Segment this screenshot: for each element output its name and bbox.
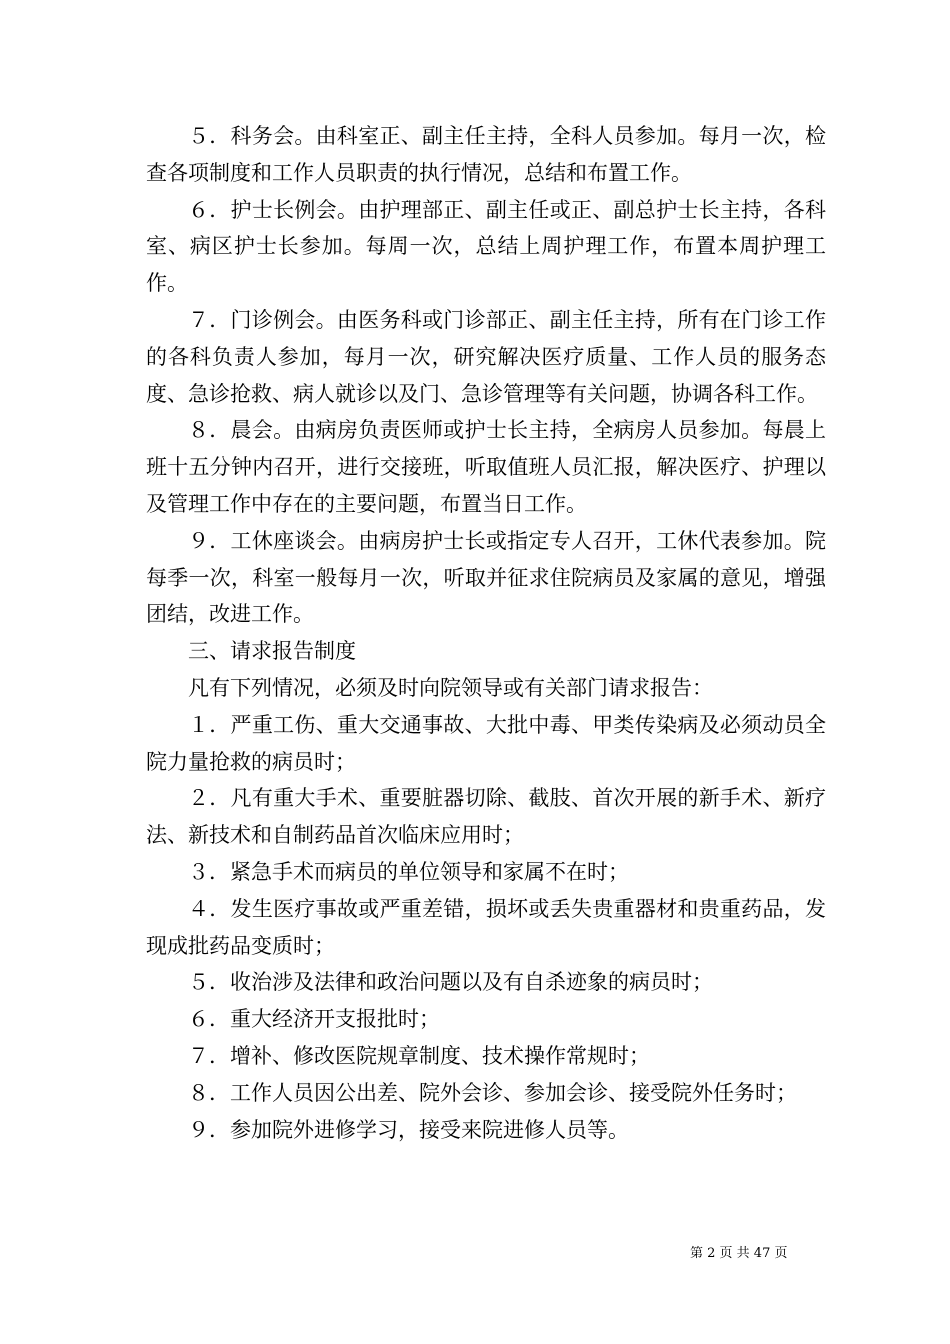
paragraph-meeting-7: ７．门诊例会。由医务科或门诊部正、副主任主持，所有在门诊工作的各科负责人参加，每月一次，研究解决医疗质量、工作人员的服务态度、急诊抢救、病人就诊以及门、急诊管理等有关问题，协调各科工作。	[146, 307, 826, 406]
list-item-report-2: ２．凡有重大手术、重要脏器切除、截肢、首次开展的新手术、新疗法、新技术和自制药品首次临床应用时；	[146, 786, 826, 848]
list-item-report-8: ８．工作人员因公出差、院外会诊、参加会诊、接受院外任务时；	[188, 1080, 797, 1105]
list-item-report-7: ７．增补、修改医院规章制度、技术操作常规时；	[188, 1043, 650, 1068]
paragraph-meeting-5: ５．科务会。由科室正、副主任主持，全科人员参加。每月一次，检查各项制度和工作人员职责的执行情况，总结和布置工作。	[146, 124, 826, 185]
list-item-report-1: １．严重工伤、重大交通事故、大批中毒、甲类传染病及必须动员全院力量抢救的病员时；	[146, 712, 826, 774]
list-item-report-9: ９．参加院外进修学习，接受来院进修人员等。	[188, 1117, 629, 1142]
list-item-report-3: ３．紧急手术而病员的单位领导和家属不在时；	[188, 859, 629, 884]
paragraph-meeting-6: ６．护士长例会。由护理部正、副主任或正、副总护士长主持，各科室、病区护士长参加。每周一次，总结上周护理工作，布置本周护理工作。	[146, 197, 826, 296]
paragraph-meeting-9: ９．工休座谈会。由病房护士长或指定专人召开，工休代表参加。院每季一次，科室一般每月一次，听取并征求住院病员及家属的意见，增强团结，改进工作。	[146, 528, 826, 627]
paragraph-meeting-8: ８．晨会。由病房负责医师或护士长主持，全病房人员参加。每晨上班十五分钟内召开，进行交接班，听取值班人员汇报，解决医疗、护理以及管理工作中存在的主要问题，布置当日工作。	[146, 418, 826, 516]
section-heading-report-system: 三、请求报告制度	[188, 639, 356, 664]
paragraph-report-intro: 凡有下列情况，必须及时向院领导或有关部门请求报告：	[188, 675, 713, 700]
list-item-report-4: ４．发生医疗事故或严重差错，损坏或丢失贵重器材和贵重药品，发现成批药品变质时；	[146, 896, 826, 958]
page-number-footer: 第 2 页 共 47 页	[690, 1246, 788, 1261]
list-item-report-5: ５．收治涉及法律和政治问题以及有自杀迹象的病员时；	[188, 970, 713, 995]
list-item-report-6: ６．重大经济开支报批时；	[188, 1007, 440, 1032]
document-body	[146, 118, 826, 1148]
